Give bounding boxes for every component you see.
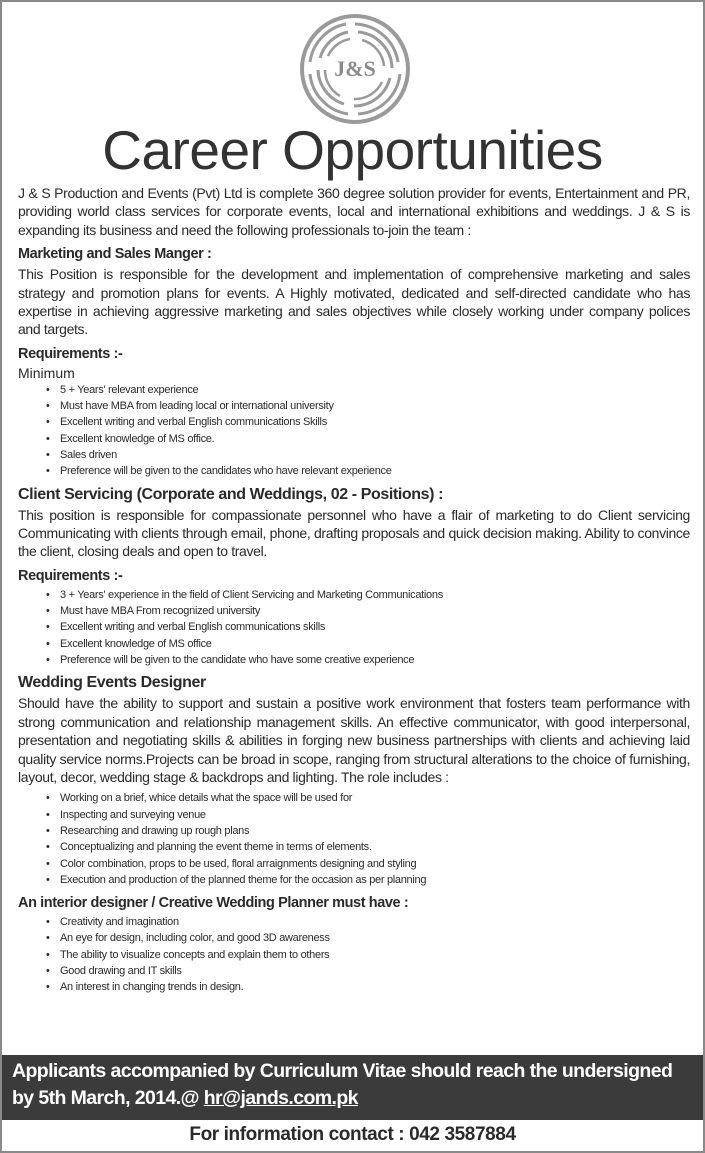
ad-content (18, 184, 690, 996)
list-item: • Must have MBA From recognized university (46, 603, 690, 619)
requirements-label: Requirements :- (18, 345, 123, 362)
logo-text: J&S (334, 56, 376, 81)
apply-text: Applicants accompanied by Curriculum Vitae should reach the undersigned by 5th March, 2014.@ (12, 1060, 673, 1109)
intro-paragraph: J & S Production and Events (Pvt) Ltd is complete 360 degree solution provider for events, Entertainment and PR, providing world class services for corporate events, local and international exhibitions and weddings. J & S is expanding its business and need the following professionals to-join the team : (18, 185, 690, 238)
section-description: Should have the ability to support and sustain a positive work environment that fosters team performance with strong communication and relationship management skills. An effective communicator, with good interpersonal, presentation and negotiating skills & abilities in forging new business partnerships with clients and achieving laid quality service norms.Projects can be broad in scope, ranging from structural alterations to the choice of furnishing, layout, decor, wedding stage & backdrops and lighting. The role includes : (18, 695, 690, 785)
page-title: Career Opportunities (102, 119, 603, 181)
minimum-label: Minimum (18, 364, 75, 381)
requirements-list (18, 587, 690, 668)
list-item: • Excellent knowledge of MS office. (46, 431, 690, 447)
list-item: • Inspecting and surveying venue (46, 807, 690, 823)
email-link[interactable]: hr@jands.com.pk (203, 1087, 358, 1109)
list-item: • Conceptualizing and planning the event theme in terms of elements. (46, 839, 690, 855)
list-item: • Creativity and imagination (46, 914, 690, 930)
list-item: • The ability to visualize concepts and explain them to others (46, 947, 690, 963)
list-item: • 5 + Years' relevant experience (46, 382, 690, 398)
skills-list (18, 914, 690, 995)
list-item: • Preference will be given to the candidates who have relevant experience (46, 463, 690, 479)
list-item: • 3 + Years' experience in the field of Client Servicing and Marketing Communications (46, 587, 690, 603)
application-banner (2, 1055, 703, 1120)
list-item: • Excellent writing and verbal English communications Skills (46, 414, 690, 430)
list-item: • Execution and production of the planned theme for the occasion as per planning (46, 872, 690, 888)
interior-designer-heading: An interior designer / Creative Wedding Planner must have : (18, 895, 409, 912)
list-item: • Working on a brief, whice details what the space will be used for (46, 790, 690, 806)
company-logo (298, 12, 412, 126)
section-heading-wedding-designer: Wedding Events Designer (18, 674, 206, 692)
list-item: • An eye for design, including color, and good 3D awareness (46, 930, 690, 946)
requirements-list (18, 382, 690, 480)
list-item: • Researching and drawing up rough plans (46, 823, 690, 839)
list-item: • Sales driven (46, 447, 690, 463)
section-description: This position is responsible for compassionate personnel who have a flair of marketing to do Client servicing Communicating with clients through email, phone, drafting proposals and quick decision making. Ability to convince the client, closing deals and open to travel. (18, 506, 690, 560)
section-heading-client-servicing: Client Servicing (Corporate and Weddings, 02 - Positions) : (18, 485, 444, 503)
list-item: • Good drawing and IT skills (46, 963, 690, 979)
section-description: This Position is responsible for the development and implementation of comprehensive marketing and sales strategy and promotion plans for events. A Highly motivated, dedicated and self-directed candidate who has expertise in achieving aggressive marketing and sales objectives while closely working under company polices and targets. (18, 266, 690, 338)
list-item: • An interest in changing trends in design. (46, 979, 690, 995)
list-item: • Excellent writing and verbal English communications skills (46, 619, 690, 635)
list-item: • Must have MBA from leading local or international university (46, 398, 690, 414)
list-item: • Preference will be given to the candidate who have some creative experience (46, 652, 690, 668)
role-list (18, 790, 690, 888)
list-item: • Color combination, props to be used, floral arraignments designing and styling (46, 856, 690, 872)
list-item: • Excellent knowledge of MS office (46, 636, 690, 652)
contact-info: For information contact : 042 3587884 (189, 1124, 516, 1145)
requirements-label: Requirements :- (18, 567, 123, 584)
section-heading-marketing: Marketing and Sales Manger : (18, 246, 212, 263)
